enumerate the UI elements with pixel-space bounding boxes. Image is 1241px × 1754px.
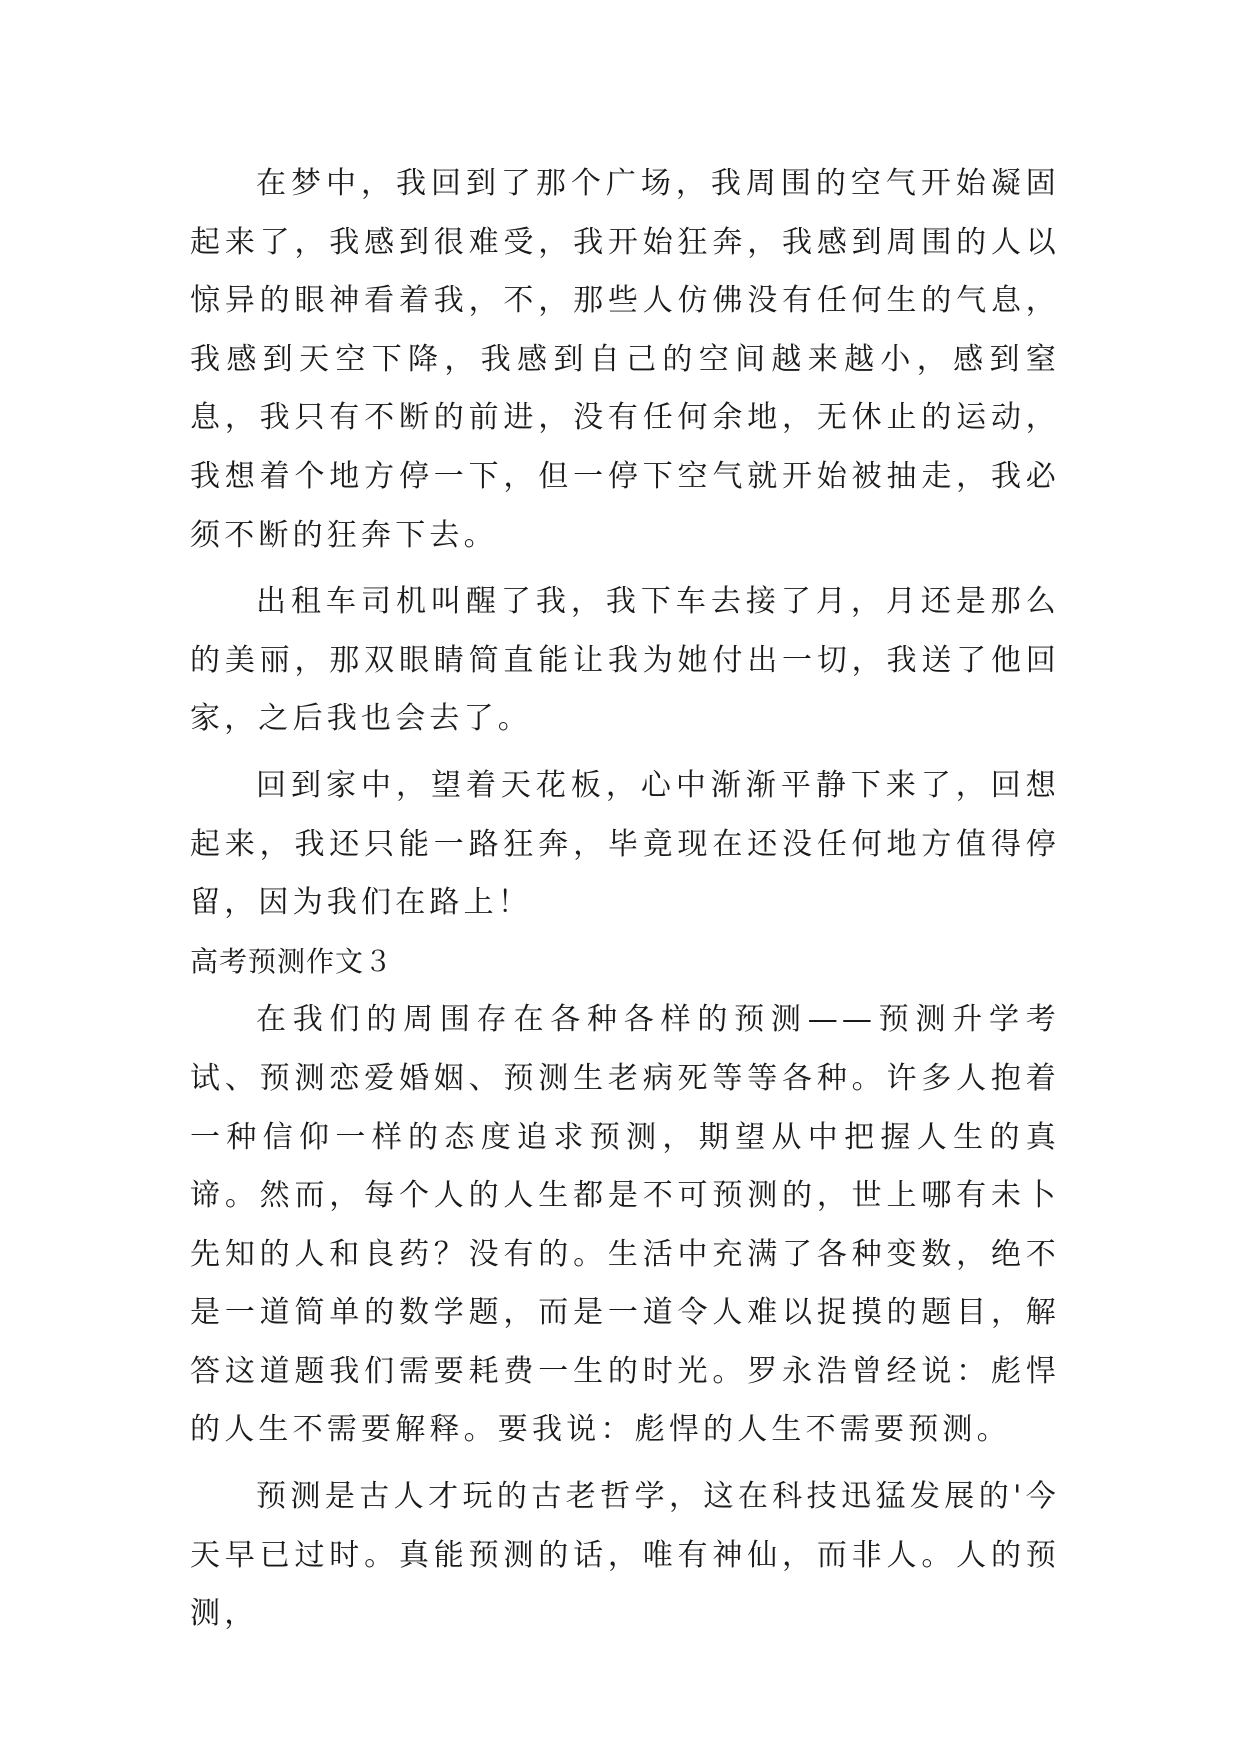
paragraph-dream: 在梦中，我回到了那个广场，我周围的空气开始凝固起来了，我感到很难受，我开始狂奔，我感到周围的人以惊异的眼神看着我，不，那些人仿佛没有任何生的气息，我感到天空下降，我感到自己的空间越来越小，感到窒息，我只有不断的前进，没有任何余地，无休止的运动，我想着个地方停一下，但一停下空气就开始被抽走，我必须不断的狂奔下去。 bbox=[190, 166, 1060, 553]
paragraph-home: 回到家中，望着天花板，心中渐渐平静下来了，回想起来，我还只能一路狂奔，毕竟现在还没任何地方值得停留，因为我们在路上！ bbox=[190, 767, 1060, 921]
paragraph-predictions: 在我们的周围存在各种各样的预测——预测升学考试、预测恋爱婚姻、预测生老病死等等各种。许多人抱着一种信仰一样的态度追求预测，期望从中把握人生的真谛。然而，每个人的人生都是不可预测的，世上哪有未卜先知的人和良药？没有的。生活中充满了各种变数，绝不是一道简单的数学题，而是一道令人难以捉摸的题目，解答这道题我们需要耗费一生的时光。罗永浩曾经说：彪悍的人生不需要解释。要我说：彪悍的人生不需要预测。 bbox=[190, 1002, 1060, 1448]
document-body bbox=[190, 155, 1060, 1652]
section-heading: 高考预测作文３ bbox=[190, 944, 394, 978]
paragraph-ancient-philosophy: 预测是古人才玩的古老哲学，这在科技迅猛发展的'今天早已过时。真能预测的话，唯有神仙，而非人。人的预测， bbox=[190, 1479, 1060, 1632]
paragraph-taxi: 出租车司机叫醒了我，我下车去接了月，月还是那么的美丽，那双眼睛简直能让我为她付出一切，我送了他回家，之后我也会去了。 bbox=[190, 584, 1060, 737]
